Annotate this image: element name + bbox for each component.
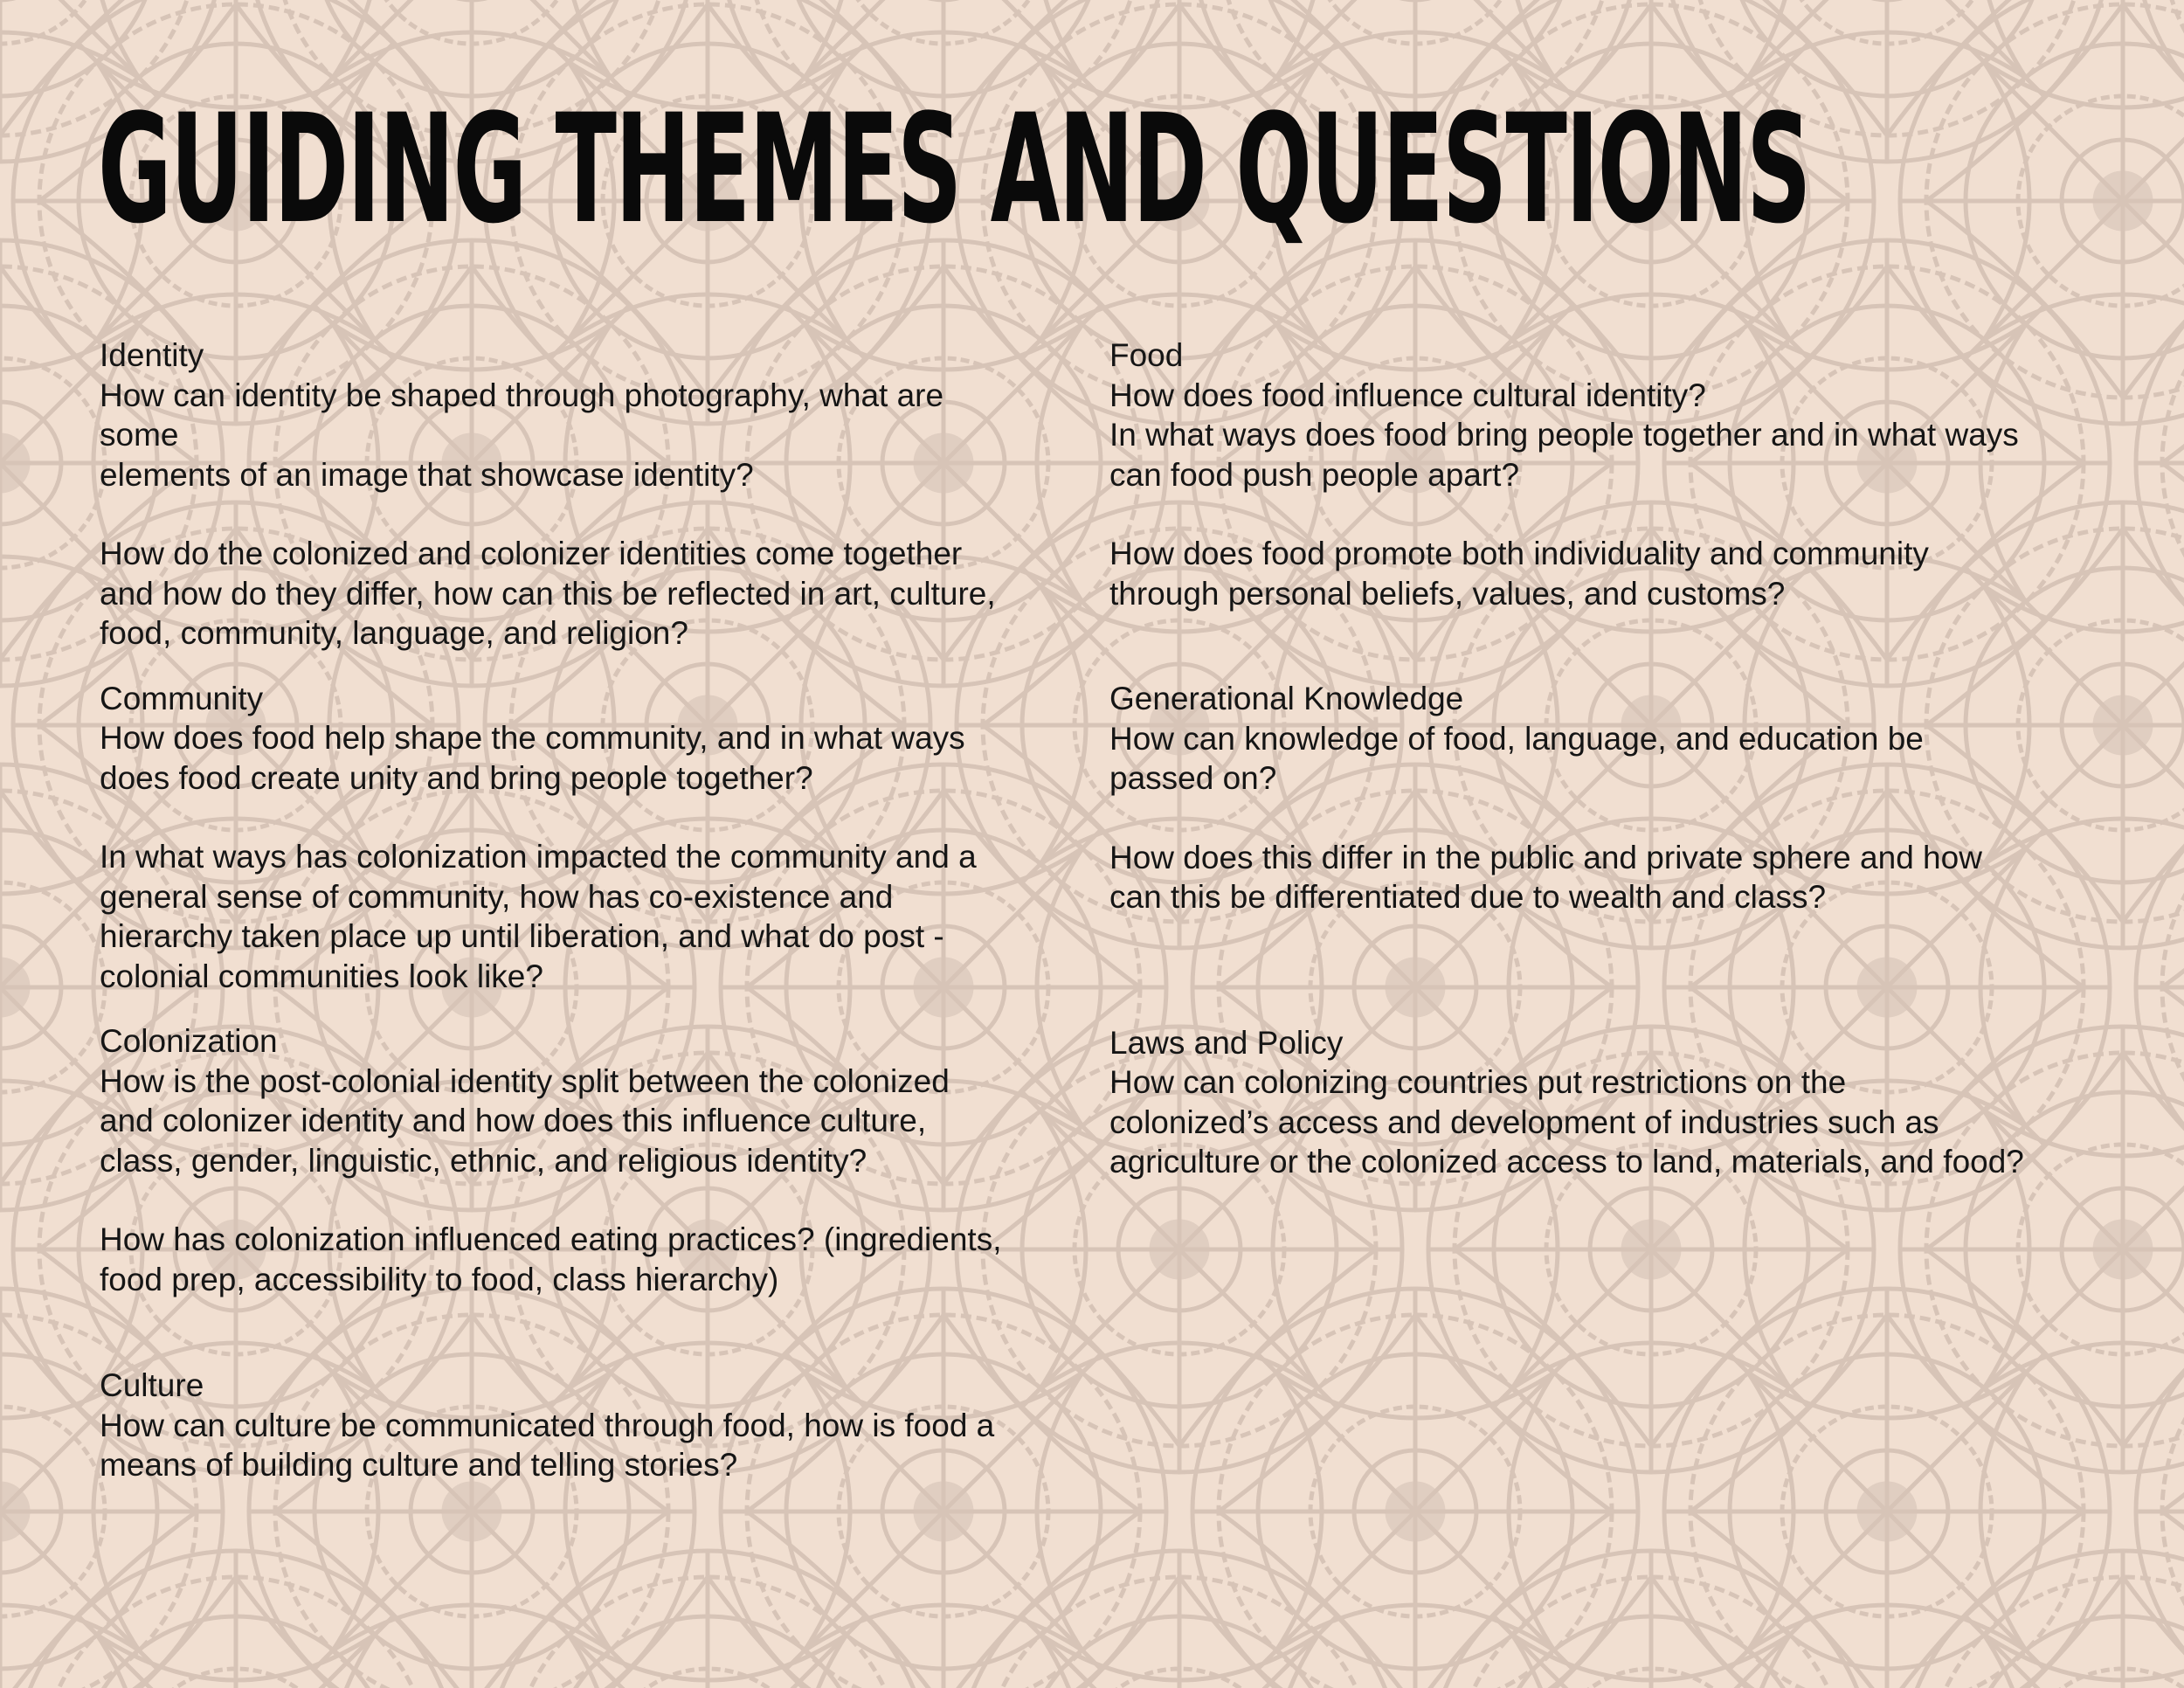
theme-colonization [100,1021,1075,1299]
right-column [1109,336,2088,1182]
left-column [100,336,1075,1485]
theme-heading-laws-and-policy: Laws and Policy [1109,1024,1344,1061]
theme-question: How does food help shape the community, and in what ways does food create unity and bring people together? [100,720,965,796]
theme-question: How can culture be communicated through food, how is food a means of building culture and telling stories? [100,1407,995,1483]
theme-question: How does food influence cultural identity? In what ways does food bring people together and in what ways can food push people apart? [1109,377,2019,493]
theme-question: In what ways has colonization impacted the community and a general sense of community, how has co-existence and hierarchy taken place up until liberation, and what do post - colonial communities look like? [100,839,977,994]
theme-question: How do the colonized and colonizer identities come together and how do they differ, how can this be reflected in art, culture, food, community, language, and religion? [100,536,996,651]
theme-food [1109,336,2088,613]
theme-laws-and-policy [1109,1023,2088,1182]
theme-generational-knowledge [1109,679,2088,917]
theme-heading-community: Community [100,680,264,716]
page-title: GUIDING THEMES AND QUESTIONS [98,81,1810,257]
theme-identity [100,336,1075,654]
theme-community [100,679,1075,997]
theme-heading-generational-knowledge: Generational Knowledge [1109,681,1464,716]
theme-question: How can knowledge of food, language, and education be passed on? [1109,720,1924,796]
theme-question: How can colonizing countries put restrictions on the colonized’s access and development of industries such as agriculture or the colonized access to land, materials, and food? [1109,1064,2024,1180]
theme-heading-food: Food [1109,337,1184,373]
theme-question: How is the post-colonial identity split between the colonized and colonizer identity and how does this influence culture, class, gender, linguistic, ethnic, and religious identity? [100,1062,950,1179]
theme-culture [100,1366,1075,1485]
theme-question: How can identity be shaped through photography, what are some elements of an image that showcase identity? [100,377,944,493]
theme-question: How does this differ in the public and private sphere and how can this be differentiated due to wealth and class? [1109,839,1982,915]
theme-heading-colonization: Colonization [100,1023,278,1059]
theme-question: How has colonization influenced eating practices? (ingredients, food prep, accessibility to food, class hierarchy) [100,1221,1002,1297]
theme-heading-identity: Identity [100,337,204,373]
theme-question: How does food promote both individuality and community through personal beliefs, values, and customs? [1109,536,1929,612]
theme-heading-culture: Culture [100,1367,204,1403]
